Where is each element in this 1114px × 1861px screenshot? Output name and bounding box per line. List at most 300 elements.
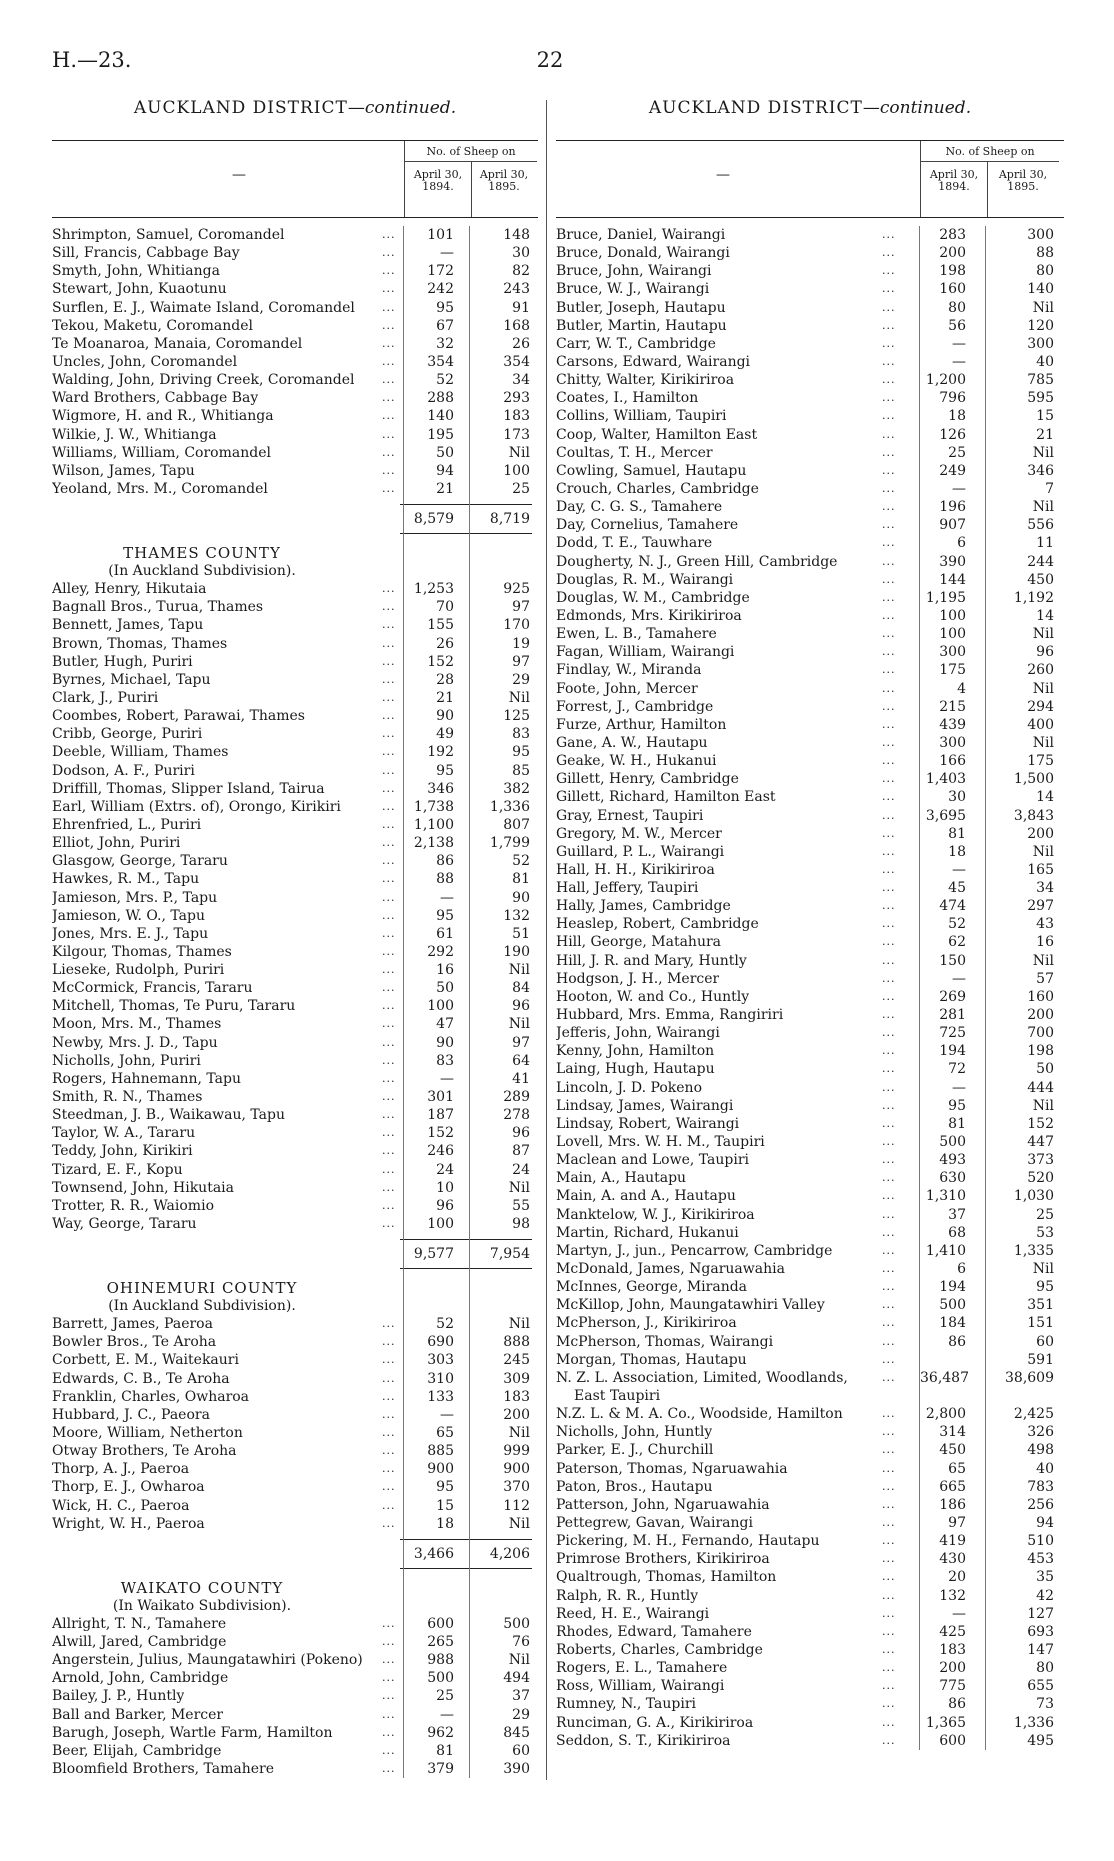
county-heading: WAIKATO COUNTY bbox=[120, 1578, 284, 1597]
sheep-1895-value: 95 bbox=[512, 744, 530, 761]
sheep-1894-value: 3,466 bbox=[413, 1545, 454, 1562]
left-col2-header: April 30, 1895. bbox=[479, 168, 529, 193]
leader-dots: ... bbox=[882, 228, 896, 241]
holder-name: Walding, John, Driving Creek, Coromandel bbox=[52, 372, 355, 389]
leader-dots: ... bbox=[882, 354, 896, 368]
table-row bbox=[52, 816, 538, 834]
sheep-1895-value: 289 bbox=[503, 1089, 530, 1106]
sheep-1895-value: 300 bbox=[1027, 227, 1054, 243]
sheep-1894-value: 907 bbox=[939, 517, 966, 534]
leader-dots: ... bbox=[382, 1707, 396, 1721]
leader-dots: ... bbox=[382, 246, 396, 260]
leader-dots: ... bbox=[882, 1062, 896, 1076]
holder-name: Bloomfield Brothers, Tamahere bbox=[52, 1760, 275, 1777]
table-row bbox=[52, 262, 538, 280]
sheep-1895-value: Nil bbox=[1032, 444, 1054, 461]
sheep-1895-value: 243 bbox=[503, 281, 530, 298]
holder-name: Ball and Barker, Mercer bbox=[52, 1706, 224, 1723]
total-rule bbox=[400, 1539, 532, 1540]
leader-dots: ... bbox=[882, 300, 896, 314]
table-row bbox=[52, 598, 538, 616]
sheep-1894-value: 4 bbox=[957, 680, 966, 697]
leader-dots: ... bbox=[382, 781, 396, 795]
sheep-1895-value: 50 bbox=[1036, 1061, 1054, 1078]
leader-dots: ... bbox=[882, 1243, 896, 1257]
sheep-1895-value: 34 bbox=[512, 372, 530, 389]
sheep-1894-value: 183 bbox=[939, 1641, 966, 1658]
sheep-1895-value: 160 bbox=[1027, 988, 1054, 1005]
leader-dots: ... bbox=[882, 1461, 896, 1475]
holder-name: Martin, Richard, Hukanui bbox=[556, 1224, 739, 1241]
sheep-1895-value: 148 bbox=[503, 227, 530, 243]
holder-name: Cowling, Samuel, Hautapu bbox=[556, 462, 747, 479]
leader-dots: ... bbox=[382, 1689, 396, 1703]
document-reference: H.—23. bbox=[52, 48, 132, 72]
leader-dots: ... bbox=[382, 1616, 396, 1630]
sheep-1895-value: 38,609 bbox=[1005, 1369, 1054, 1386]
sheep-1894-value: 1,738 bbox=[413, 798, 454, 815]
sheep-1894-value: 21 bbox=[436, 689, 454, 706]
sheep-1895-value: 382 bbox=[503, 780, 530, 797]
sheep-1895-value: 29 bbox=[512, 671, 530, 688]
leader-dots: ... bbox=[382, 1017, 396, 1031]
column-rule bbox=[403, 226, 404, 1778]
table-row bbox=[556, 553, 1064, 571]
leader-dots: ... bbox=[382, 582, 396, 596]
total-rule bbox=[400, 504, 532, 505]
leader-dots: ... bbox=[382, 409, 396, 423]
subdivision-heading: (In Auckland Subdivision). bbox=[108, 1298, 296, 1315]
sheep-1894-value: 3,695 bbox=[925, 807, 966, 824]
leader-dots: ... bbox=[882, 881, 896, 895]
holder-name: Barugh, Joseph, Wartle Farm, Hamilton bbox=[52, 1724, 333, 1741]
leader-dots: ... bbox=[382, 745, 396, 759]
sheep-1895-value: 94 bbox=[1036, 1514, 1054, 1531]
table-row bbox=[556, 407, 1064, 425]
sheep-1895-value: 351 bbox=[1027, 1297, 1054, 1314]
leader-dots: ... bbox=[882, 754, 896, 768]
leader-dots: ... bbox=[882, 844, 896, 858]
left-section-title bbox=[52, 96, 538, 122]
county-total-row bbox=[52, 1239, 532, 1269]
sheep-1894-value: 67 bbox=[436, 317, 454, 334]
holder-name: Rogers, Hahnemann, Tapu bbox=[52, 1070, 241, 1087]
page-number: 22 bbox=[536, 48, 564, 72]
sheep-1894-value: 32 bbox=[436, 335, 454, 352]
leader-dots: ... bbox=[882, 1697, 896, 1711]
sheep-1894-value: 95 bbox=[436, 299, 454, 316]
sheep-1894-value: 144 bbox=[939, 571, 966, 588]
sheep-1894-value: 269 bbox=[939, 988, 966, 1005]
table-row bbox=[556, 1441, 1064, 1459]
table-row bbox=[52, 1478, 538, 1496]
holder-name: Edwards, C. B., Te Aroha bbox=[52, 1370, 230, 1387]
sheep-1894-value: 68 bbox=[948, 1224, 966, 1241]
leader-dots: ... bbox=[382, 1516, 396, 1530]
holder-name: Bagnall Bros., Turua, Thames bbox=[52, 599, 264, 616]
sheep-1895-value: 2,425 bbox=[1013, 1406, 1054, 1423]
sheep-1895-value: 96 bbox=[1036, 644, 1054, 661]
holder-name: Moon, Mrs. M., Thames bbox=[52, 1016, 222, 1033]
table-row bbox=[52, 371, 538, 389]
holder-name: Clark, J., Puriri bbox=[52, 689, 159, 706]
leader-dots: ... bbox=[882, 989, 896, 1003]
table-row bbox=[52, 480, 538, 498]
holder-name: Corbett, E. M., Waitekauri bbox=[52, 1352, 239, 1369]
table-row bbox=[556, 1024, 1064, 1042]
table-row bbox=[52, 1070, 538, 1088]
leader-dots: ... bbox=[382, 799, 396, 813]
sheep-1895-value: Nil bbox=[1032, 626, 1054, 643]
right-col1-header: April 30, 1894. bbox=[929, 168, 979, 193]
table-row bbox=[52, 280, 538, 298]
holder-name: Gane, A. W., Hautapu bbox=[556, 734, 708, 751]
sheep-1894-value: 160 bbox=[939, 281, 966, 298]
leader-dots: ... bbox=[382, 481, 396, 495]
holder-name: Day, Cornelius, Tamahere bbox=[556, 517, 739, 534]
sheep-1895-value: 73 bbox=[1036, 1696, 1054, 1713]
holder-name: Kilgour, Thomas, Thames bbox=[52, 943, 232, 960]
sheep-1895-value: 354 bbox=[503, 353, 530, 370]
leader-dots: ... bbox=[882, 1316, 896, 1330]
leader-dots: ... bbox=[382, 1671, 396, 1685]
sheep-1895-value: 785 bbox=[1027, 372, 1054, 389]
sheep-1895-value: 87 bbox=[512, 1143, 530, 1160]
sheep-1894-value: 1,310 bbox=[925, 1188, 966, 1205]
sheep-1894-value: 2,800 bbox=[925, 1406, 966, 1423]
leader-dots: ... bbox=[882, 917, 896, 931]
sheep-1894-value: 133 bbox=[427, 1388, 454, 1405]
sheep-1894-value: 150 bbox=[939, 952, 966, 969]
holder-name: Butler, Martin, Hautapu bbox=[556, 317, 727, 334]
holder-name: Furze, Arthur, Hamilton bbox=[556, 716, 727, 733]
leader-dots: ... bbox=[382, 1653, 396, 1667]
holder-name: Gray, Ernest, Taupiri bbox=[556, 807, 704, 824]
table-row bbox=[52, 1424, 538, 1442]
sheep-1894-value: 100 bbox=[427, 1216, 454, 1233]
sheep-1895-value: 98 bbox=[512, 1216, 530, 1233]
sheep-1895-value: 1,500 bbox=[1013, 771, 1054, 788]
sheep-1895-value: 1,030 bbox=[1013, 1188, 1054, 1205]
holder-name: Parker, E. J., Churchill bbox=[556, 1442, 714, 1459]
holder-name: Runciman, G. A., Kirikiriroa bbox=[556, 1714, 754, 1731]
holder-name: Elliot, John, Puriri bbox=[52, 835, 181, 852]
sheep-1894-value: 140 bbox=[427, 408, 454, 425]
table-row bbox=[556, 1133, 1064, 1151]
table-row bbox=[52, 444, 538, 462]
table-row bbox=[556, 915, 1064, 933]
sheep-1894-value: 500 bbox=[939, 1134, 966, 1151]
sheep-1895-value: 112 bbox=[503, 1497, 530, 1514]
sheep-1895-value: 90 bbox=[512, 889, 530, 906]
right-table-header bbox=[556, 140, 1064, 218]
table-row bbox=[52, 1442, 538, 1460]
table-row bbox=[52, 907, 538, 925]
table-row bbox=[52, 1142, 538, 1160]
sheep-1894-value: 690 bbox=[427, 1334, 454, 1351]
table-row bbox=[556, 426, 1064, 444]
table-row bbox=[52, 997, 538, 1015]
sheep-1895-value: 57 bbox=[1036, 970, 1054, 987]
sheep-1895-value: 183 bbox=[503, 408, 530, 425]
sheep-1895-value: 7,954 bbox=[489, 1246, 530, 1263]
leader-dots: ... bbox=[382, 926, 396, 940]
sheep-1894-value: 314 bbox=[939, 1424, 966, 1441]
holder-name: Kenny, John, Hamilton bbox=[556, 1043, 715, 1060]
leader-dots: ... bbox=[382, 1090, 396, 1104]
leader-dots: ... bbox=[382, 654, 396, 668]
leader-dots: ... bbox=[882, 717, 896, 731]
subdivision-heading: (In Auckland Subdivision). bbox=[108, 563, 296, 580]
holder-name: Wick, H. C., Paeroa bbox=[52, 1497, 190, 1514]
table-row bbox=[52, 1333, 538, 1351]
table-row bbox=[556, 1714, 1064, 1732]
leader-dots: ... bbox=[882, 1026, 896, 1040]
sheep-1895-value: 1,336 bbox=[1013, 1714, 1054, 1731]
sheep-1895-value: Nil bbox=[1032, 299, 1054, 316]
table-row bbox=[556, 1732, 1064, 1750]
holder-name: Thorp, E. J., Owharoa bbox=[52, 1479, 205, 1496]
table-row bbox=[52, 226, 538, 244]
holder-name: Crouch, Charles, Cambridge bbox=[556, 480, 759, 497]
sheep-1894-value: 24 bbox=[436, 1161, 454, 1178]
sheep-1894-value: 86 bbox=[948, 1696, 966, 1713]
column-divider bbox=[546, 100, 547, 1780]
sheep-1894-value: 80 bbox=[948, 299, 966, 316]
sheep-1894-value: 132 bbox=[939, 1587, 966, 1604]
sheep-1894-value: 70 bbox=[436, 599, 454, 616]
table-row bbox=[52, 707, 538, 725]
leader-dots: ... bbox=[882, 246, 896, 260]
leader-dots: ... bbox=[382, 1035, 396, 1049]
table-row bbox=[52, 1724, 538, 1742]
leader-dots: ... bbox=[882, 1280, 896, 1294]
sheep-1894-value: 493 bbox=[939, 1152, 966, 1169]
sheep-1894-value: 152 bbox=[427, 653, 454, 670]
holder-name: Paton, Bros., Hautapu bbox=[556, 1478, 713, 1495]
leader-dots: ... bbox=[382, 963, 396, 977]
holder-name: Lindsay, Robert, Wairangi bbox=[556, 1115, 740, 1132]
sheep-1895-value: Nil bbox=[508, 689, 530, 706]
sheep-1895-value: 326 bbox=[1027, 1424, 1054, 1441]
sheep-1895-value: 81 bbox=[512, 871, 530, 888]
sheep-1894-value: 72 bbox=[948, 1061, 966, 1078]
table-row bbox=[556, 480, 1064, 498]
sheep-1894-value: 200 bbox=[939, 1660, 966, 1677]
holder-name: McPherson, Thomas, Wairangi bbox=[556, 1333, 774, 1350]
holder-name: Wilson, James, Tapu bbox=[52, 462, 195, 479]
leader-dots: ... bbox=[882, 1715, 896, 1729]
table-row bbox=[52, 1106, 538, 1124]
sheep-1895-value: 125 bbox=[503, 708, 530, 725]
holder-name: Dougherty, N. J., Green Hill, Cambridge bbox=[556, 553, 838, 570]
table-row bbox=[52, 1179, 538, 1197]
sheep-1894-value: 10 bbox=[436, 1179, 454, 1196]
sheep-1895-value: 845 bbox=[503, 1724, 530, 1741]
table-row bbox=[556, 1151, 1064, 1169]
sheep-1895-value: 190 bbox=[503, 943, 530, 960]
holder-name: Smith, R. N., Thames bbox=[52, 1089, 203, 1106]
left-header-dash: — bbox=[232, 167, 246, 183]
holder-name: Hall, H. H., Kirikiriroa bbox=[556, 861, 715, 878]
sheep-1894-value: 61 bbox=[436, 925, 454, 942]
sheep-1894-value: 9,577 bbox=[413, 1246, 454, 1263]
sheep-1894-value: 28 bbox=[436, 671, 454, 688]
table-row bbox=[52, 653, 538, 671]
sheep-1895-value: Nil bbox=[508, 1425, 530, 1442]
sheep-1895-value: 390 bbox=[503, 1760, 530, 1777]
table-row bbox=[556, 788, 1064, 806]
sheep-1895-value: 700 bbox=[1027, 1025, 1054, 1042]
sheep-1895-value: 29 bbox=[512, 1706, 530, 1723]
table-row bbox=[556, 1623, 1064, 1641]
holder-name: Moore, William, Netherton bbox=[52, 1425, 243, 1442]
table-row bbox=[52, 1161, 538, 1179]
leader-dots: ... bbox=[882, 318, 896, 332]
leader-dots: ... bbox=[882, 500, 896, 514]
table-row bbox=[52, 834, 538, 852]
sheep-1895-value: 80 bbox=[1036, 1660, 1054, 1677]
leader-dots: ... bbox=[382, 445, 396, 459]
table-row bbox=[556, 371, 1064, 389]
holder-name: Geake, W. H., Hukanui bbox=[556, 753, 717, 770]
sheep-1894-value: 94 bbox=[436, 462, 454, 479]
leader-dots: ... bbox=[882, 935, 896, 949]
sheep-1895-value: 16 bbox=[1036, 934, 1054, 951]
table-row bbox=[556, 625, 1064, 643]
sheep-1895-value: 173 bbox=[503, 426, 530, 443]
leader-dots: ... bbox=[382, 336, 396, 350]
holder-name: Rumney, N., Taupiri bbox=[556, 1696, 697, 1713]
sheep-1895-value: 14 bbox=[1036, 607, 1054, 624]
sheep-1894-value: 430 bbox=[939, 1551, 966, 1568]
sheep-1894-value: 900 bbox=[427, 1461, 454, 1478]
left-title-text: AUCKLAND DISTRICT bbox=[133, 98, 348, 118]
sheep-1894-value: 50 bbox=[436, 980, 454, 997]
sheep-1895-value: 4,206 bbox=[489, 1545, 530, 1562]
table-row bbox=[556, 698, 1064, 716]
table-row bbox=[556, 589, 1064, 607]
sheep-1895-value: 591 bbox=[1027, 1351, 1054, 1368]
sheep-1894-value: 500 bbox=[427, 1670, 454, 1687]
sheep-1894-value: 52 bbox=[436, 372, 454, 389]
leader-dots: ... bbox=[382, 318, 396, 332]
table-row bbox=[52, 1370, 538, 1388]
sheep-1894-value: 215 bbox=[939, 698, 966, 715]
table-row bbox=[52, 1015, 538, 1033]
sheep-1894-value: 303 bbox=[427, 1352, 454, 1369]
table-row bbox=[556, 226, 1064, 244]
left-sheep-group-header bbox=[404, 141, 537, 217]
total-rule bbox=[400, 1268, 532, 1269]
holder-name: Douglas, W. M., Cambridge bbox=[556, 589, 750, 606]
sheep-1894-value: 25 bbox=[436, 1688, 454, 1705]
holder-name: Hally, James, Cambridge bbox=[556, 898, 731, 915]
holder-name: Martyn, J., jun., Pencarrow, Cambridge bbox=[556, 1242, 833, 1259]
total-rule bbox=[400, 533, 532, 534]
sheep-1895-value: 88 bbox=[1036, 245, 1054, 262]
table-row bbox=[556, 462, 1064, 480]
sheep-1895-value: 42 bbox=[1036, 1587, 1054, 1604]
subdivision-heading: (In Waikato Subdivision). bbox=[112, 1597, 292, 1614]
sheep-1894-value: 56 bbox=[948, 317, 966, 334]
sheep-1894-value: — bbox=[952, 861, 966, 878]
sheep-1894-value: 81 bbox=[436, 1742, 454, 1759]
sheep-1895-value: 256 bbox=[1027, 1496, 1054, 1513]
holder-name: Wright, W. H., Paeroa bbox=[52, 1515, 205, 1532]
leader-dots: ... bbox=[382, 1317, 396, 1331]
leader-dots: ... bbox=[382, 1353, 396, 1367]
leader-dots: ... bbox=[882, 1135, 896, 1149]
table-row bbox=[556, 861, 1064, 879]
table-row bbox=[52, 1742, 538, 1760]
leader-dots: ... bbox=[382, 836, 396, 850]
holder-name: Patterson, John, Ngaruawahia bbox=[556, 1496, 770, 1513]
sheep-1895-value: Nil bbox=[1032, 843, 1054, 860]
holder-name: Sill, Francis, Cabbage Bay bbox=[52, 245, 240, 262]
sheep-1894-value: 6 bbox=[957, 535, 966, 552]
sheep-1894-value: 439 bbox=[939, 716, 966, 733]
holder-name: Smyth, John, Whitianga bbox=[52, 263, 220, 280]
holder-name: Newby, Mrs. J. D., Tapu bbox=[52, 1034, 218, 1051]
sheep-1895-value: 140 bbox=[1027, 281, 1054, 298]
table-row bbox=[52, 943, 538, 961]
table-row bbox=[52, 1615, 538, 1633]
sheep-1894-value: 379 bbox=[427, 1760, 454, 1777]
sheep-1894-value: 198 bbox=[939, 263, 966, 280]
sheep-1895-value: 60 bbox=[1036, 1333, 1054, 1350]
holder-name: Coultas, T. H., Mercer bbox=[556, 444, 713, 461]
sheep-1894-value: 90 bbox=[436, 708, 454, 725]
table-row bbox=[52, 1215, 538, 1233]
sheep-1895-value: 25 bbox=[1036, 1206, 1054, 1223]
sheep-1895-value: 43 bbox=[1036, 916, 1054, 933]
holder-name: Earl, William (Extrs. of), Orongo, Kirikiri bbox=[52, 798, 341, 815]
holder-name: Gregory, M. W., Mercer bbox=[556, 825, 722, 842]
table-row bbox=[556, 1333, 1064, 1351]
sheep-1895-value: 447 bbox=[1027, 1134, 1054, 1151]
table-row bbox=[556, 1496, 1064, 1514]
table-row bbox=[556, 353, 1064, 371]
holder-name: Brown, Thomas, Thames bbox=[52, 635, 228, 652]
holder-name: Morgan, Thomas, Hautapu bbox=[556, 1351, 747, 1368]
right-group-label: No. of Sheep on bbox=[921, 141, 1059, 162]
holder-name: Glasgow, George, Tararu bbox=[52, 853, 228, 870]
sheep-1895-value: 97 bbox=[512, 1034, 530, 1051]
sheep-1895-value: Nil bbox=[1032, 499, 1054, 516]
holder-name: Foote, John, Mercer bbox=[556, 680, 698, 697]
sheep-1895-value: Nil bbox=[1032, 1097, 1054, 1114]
leader-dots: ... bbox=[382, 636, 396, 650]
table-row bbox=[556, 571, 1064, 589]
sheep-1894-value: 81 bbox=[948, 825, 966, 842]
leader-dots: ... bbox=[382, 373, 396, 387]
sheep-1894-value: — bbox=[440, 245, 454, 262]
table-row bbox=[556, 734, 1064, 752]
sheep-1894-value: — bbox=[440, 889, 454, 906]
table-row bbox=[52, 1515, 538, 1533]
holder-name: Jamieson, W. O., Tapu bbox=[52, 907, 205, 924]
holder-name: Teddy, John, Kirikiri bbox=[52, 1143, 193, 1160]
table-row bbox=[556, 879, 1064, 897]
right-table-body bbox=[556, 226, 1064, 1750]
holder-name: Ward Brothers, Cabbage Bay bbox=[52, 390, 259, 407]
table-row bbox=[556, 843, 1064, 861]
holder-name: Bruce, John, Wairangi bbox=[556, 263, 712, 280]
leader-dots: ... bbox=[382, 1761, 396, 1775]
sheep-1894-value: 292 bbox=[427, 943, 454, 960]
sheep-1894-value: 96 bbox=[436, 1197, 454, 1214]
